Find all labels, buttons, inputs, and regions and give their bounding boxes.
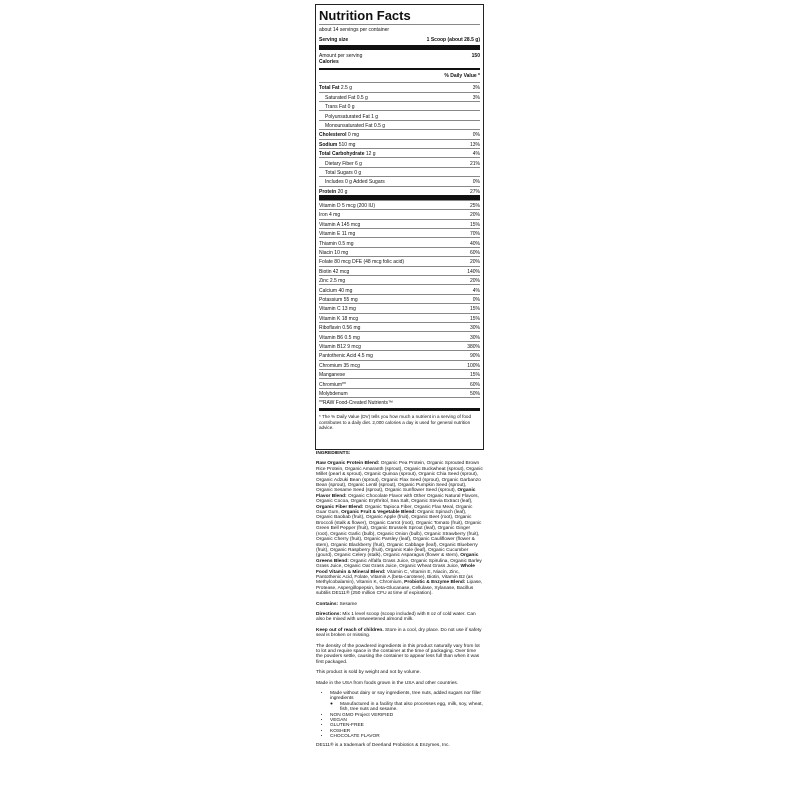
macro-row	[319, 139, 480, 148]
claim-main: • Made without dairy or soy ingredients, tree nuts, added sugars nor filler ingredients ◦ Manufactured in a facility that also processes egg, milk, soy, wheat, fish, tree nuts and sesame.	[330, 691, 483, 713]
micro-row	[319, 228, 480, 237]
ingredients-blends	[316, 461, 483, 596]
macro-daily-value: 3%	[472, 94, 480, 101]
micro-row	[319, 341, 480, 350]
ingredients-section	[316, 451, 483, 753]
micro-name: Chromium	[319, 362, 343, 369]
macro-amount: 510 mg	[338, 141, 356, 148]
micro-name: Biotin	[319, 268, 332, 275]
ingredients-heading: INGREDIENTS:	[316, 451, 351, 456]
blend-name: Probiotic & Enzyme Blend:	[404, 580, 466, 586]
micro-amount: 18 mcg	[341, 315, 359, 322]
calories-value: 150	[471, 53, 480, 60]
macro-name: Polyunsaturated Fat	[325, 113, 370, 120]
macro-daily-value: 21%	[469, 160, 480, 167]
micro-name: Folate	[319, 259, 333, 266]
macro-amount: 20 g	[337, 188, 348, 195]
macro-row	[319, 157, 480, 166]
micro-row	[319, 266, 480, 275]
blend-ingredients: Organic Spinach (leaf), Organic Baobab (fruit), Organic Apple (fruit), Organic Beet (root), Organic Broccoli (stalk & flower), Organic Carrot (root), Organic Tomato (fruit), Organic Green Bell Pepper (fruit), Organic Brussels Sprout (leaf), Organic Ginger (root), Organic Garlic (bulb), Organic Onion (bulb), Organic Strawberry (fruit), Organic Cherry (fruit), Organic Parsley (leaf), Organic Cauliflower (flower & stem), Organic Blackberry (fruit), Organic Cabbage (leaf), Organic Blueberry (fruit), Organic Raspberry (fruit), Organic Kale (leaf), Organic Cucumber (gourd), Organic Celery (stalk), Organic Asparagus (flower & stem),	[316, 510, 482, 559]
micro-amount: 80 mcg DFE (48 mcg folic acid)	[334, 259, 405, 266]
calories-label: Calories	[319, 59, 339, 66]
blend-ingredients: Organic Alfalfa Grass Juice, Organic Spirulina, Organic Barley Grass Juice, Organic Oat Grass Juice, Organic Wheat Grass Juice,	[316, 558, 482, 570]
directions: Directions: Mix 1 level scoop (scoop included) with 8 oz of cold water. Can also be mixed with unsweetened almond milk.	[316, 611, 476, 623]
micro-name: Vitamin B12	[319, 343, 346, 350]
micro-amount: 9 mcg	[347, 343, 361, 350]
micro-row	[319, 237, 480, 246]
macro-row	[319, 120, 480, 129]
micro-daily-value: 20%	[469, 278, 480, 285]
micro-amount: 0.5 mg	[338, 240, 354, 247]
claim-item: • NON GMO Project VERIFIED	[330, 713, 483, 718]
micro-daily-value: 20%	[469, 259, 480, 266]
micro-row	[319, 200, 480, 209]
micro-name: Vitamin K	[319, 315, 341, 322]
macro-name: Cholesterol	[319, 132, 347, 139]
blend-name: Organic Fiber Blend:	[316, 504, 364, 510]
micro-row	[319, 378, 480, 387]
micro-row	[319, 275, 480, 284]
micro-amount: 42 mcg	[332, 268, 350, 275]
blend-name: Organic Greens Blend:	[316, 553, 479, 564]
micro-name: Zinc	[319, 278, 329, 285]
macro-row	[319, 92, 480, 101]
daily-value-footnote: * The % Daily Value (DV) tells you how much a nutrient in a serving of food contributes to a daily diet. 2,000 calories a day is used for general nutrition advice.	[319, 408, 480, 430]
macro-amount: 0 g	[354, 169, 362, 176]
blend-ingredients: Organic Chocolate Flavor with Other Organic Natural Flavors, Organic Cocoa, Organic Erythritol, Sea Salt, Organic Stevia Extract (leaf),	[316, 493, 479, 505]
micro-name: Vitamin E	[319, 231, 341, 238]
micro-row	[319, 247, 480, 256]
micro-amount: 145 mcg	[341, 221, 361, 228]
micro-row	[319, 256, 480, 265]
micro-daily-value: 40%	[469, 240, 480, 247]
micro-row	[319, 294, 480, 303]
claim-item: • GLUTEN-FREE	[330, 723, 483, 728]
micro-daily-value: 70%	[469, 231, 480, 238]
micro-daily-value: 380%	[467, 343, 480, 350]
daily-value-header: % Daily Value *	[444, 73, 480, 80]
made-in-usa: Made in the USA from foods grown in the USA and other countries.	[316, 680, 459, 686]
nutrition-facts-title: Nutrition Facts	[319, 8, 411, 23]
trademark-note: DE111® is a trademark of Deerland Probiotics & Enzymes, Inc.	[316, 742, 450, 748]
micro-name: Niacin	[319, 250, 333, 257]
macro-name: Total Fat	[319, 85, 340, 92]
micro-amount: 4 mg	[329, 212, 341, 219]
micro-amount: 0.56 mg	[342, 325, 361, 332]
macro-amount: 0 g	[347, 104, 355, 111]
micro-name: Vitamin D	[319, 203, 341, 210]
macro-row	[319, 186, 480, 195]
micro-daily-value: 15%	[469, 221, 480, 228]
macro-amount: 0.5 g	[373, 122, 386, 129]
macro-name: Total Carbohydrate	[319, 151, 365, 158]
micro-name: Manganese	[319, 372, 346, 379]
micro-name: Vitamin B6	[319, 334, 344, 341]
macro-daily-value: 13%	[469, 141, 480, 148]
micro-name: Iron	[319, 212, 328, 219]
macro-rows	[319, 82, 480, 195]
claim-item: • KOSHER	[330, 729, 483, 734]
macro-name: Monounsaturated Fat	[325, 122, 373, 129]
macro-name: Dietary Fiber	[325, 160, 354, 167]
micro-daily-value: 15%	[469, 372, 480, 379]
micro-row	[319, 350, 480, 359]
micro-amount: 4.5 mg	[357, 353, 373, 360]
density-note: The density of the powdered ingredients in this product naturally vary from lot to lot and require space in the container at the time of packaging. Over time the powders settle, causing the container to appear less full than when it was first packaged.	[316, 643, 480, 665]
micro-name: Thiamin	[319, 240, 337, 247]
macro-amount: 0.5 g	[356, 94, 368, 101]
claims-list	[316, 691, 483, 740]
storage-warning: Keep out of reach of children. Store in a cool, dry place. Do not use if safety seal is broken or missing.	[316, 627, 482, 639]
macro-amount: 1 g	[371, 113, 379, 120]
micro-name: Chromium**	[319, 381, 346, 388]
serving-size-label: Serving size	[319, 37, 349, 44]
micro-daily-value: 30%	[469, 325, 480, 332]
micro-daily-value: 0%	[472, 296, 480, 303]
micro-row	[319, 209, 480, 218]
macro-name: Total Sugars	[325, 169, 353, 176]
claim-sub: ◦ Manufactured in a facility that also processes egg, milk, soy, wheat, fish, tree nuts and sesame.	[340, 702, 483, 713]
calories-row	[319, 50, 480, 65]
nutrition-facts-panel	[315, 4, 484, 450]
claim-item: • CHOCOLATE FLAVOR	[330, 734, 483, 739]
macro-daily-value: 27%	[469, 188, 480, 195]
micro-amount: 55 mg	[343, 296, 358, 303]
macro-row	[319, 167, 480, 176]
serving-size-row	[319, 33, 480, 45]
micro-daily-value: 60%	[469, 250, 480, 257]
micro-daily-value: 140%	[467, 268, 480, 275]
raw-food-note: **RAW Food-Created Nutrients™	[319, 397, 480, 408]
micro-daily-value: 25%	[469, 203, 480, 210]
macro-daily-value: 3%	[472, 85, 480, 92]
blend-name: Whole Food Vitamin & Mineral Blend:	[316, 564, 475, 575]
macro-row	[319, 148, 480, 157]
micro-amount: 40 mg	[338, 287, 353, 294]
micro-amount: 2.5 mg	[329, 278, 346, 285]
macro-name: Includes	[325, 179, 344, 186]
micro-daily-value: 15%	[469, 315, 480, 322]
micro-daily-value: 50%	[469, 390, 480, 397]
micro-name: Vitamin A	[319, 221, 340, 228]
micro-row	[319, 369, 480, 378]
macro-row	[319, 176, 480, 185]
micro-amount: 13 mg	[341, 306, 356, 313]
macro-row	[319, 129, 480, 138]
claim-item: • VEGAN	[330, 718, 483, 723]
macro-daily-value: 4%	[472, 151, 480, 158]
sold-by-weight: This product is sold by weight and not by volume.	[316, 670, 421, 676]
macro-name: Protein	[319, 188, 337, 195]
micro-name: Calcium	[319, 287, 338, 294]
micro-amount: 10 mg	[334, 250, 349, 257]
micro-daily-value: 100%	[467, 362, 480, 369]
macro-amount: 0 mg	[347, 132, 360, 139]
servings-per-container: about 14 servings per container	[319, 24, 480, 33]
macro-row	[319, 101, 480, 110]
blend-name: Raw Organic Protein Blend:	[316, 461, 380, 467]
micro-daily-value: 4%	[472, 287, 480, 294]
blend-ingredients: Vitamin C, Vitamin E, Niacin, Zinc, Pantothenic Acid, Folate, Vitamin A (beta-carotene), Biotin, Vitamin B2 (as Methylcobalamin), Vitamin K, Chromium,	[316, 569, 473, 586]
contains-line: Contains: Sesame	[316, 601, 358, 607]
micro-daily-value: 15%	[469, 306, 480, 313]
micro-row	[319, 284, 480, 293]
blend-name: Organic Fruit & Vegetable Blend:	[341, 510, 416, 516]
micro-row	[319, 303, 480, 312]
macro-row	[319, 110, 480, 119]
amount-per-serving: Amount per serving	[319, 53, 363, 60]
micro-amount: 5 mcg (200 IU)	[341, 203, 376, 210]
micro-name: Vitamin C	[319, 306, 341, 313]
micro-rows	[319, 200, 480, 397]
macro-amount: 0 g Added Sugars	[345, 179, 385, 186]
micro-amount: 11 mg	[341, 231, 356, 238]
micro-row	[319, 331, 480, 340]
macro-name: Sodium	[319, 141, 338, 148]
macro-daily-value: 0%	[472, 132, 480, 139]
macro-amount: 6 g	[355, 160, 362, 167]
macro-name: Trans Fat	[325, 104, 347, 111]
macro-amount: 2.5 g	[340, 85, 352, 92]
blend-name: Organic Flavor Blend:	[316, 488, 476, 499]
micro-name: Potassium	[319, 296, 343, 303]
micro-name: Riboflavin	[319, 325, 341, 332]
blend-ingredients: Organic Pea Protein, Organic Sprouted Brown Rice Protein, Organic Amaranth (sprout), Organic Buckwheat (sprout), Organic Millet (pearl & sprout), Organic Quinoa (sprout), Organic Chia Seed (sprout), Organic Adzuki Bean (sprout), Organic Flax Seed (sprout), Organic Garbanzo Bean (sprout), Organic Lentil (sprout), Organic Pumpkin Seed (sprout), Organic Sesame Seed (sprout), Organic Sunflower Seed (sprout),	[316, 461, 483, 494]
macro-row	[319, 82, 480, 91]
micro-row	[319, 322, 480, 331]
micro-daily-value: 20%	[469, 212, 480, 219]
blend-ingredients: Organic Tapioca Fiber, Organic Flax Meal, Organic Guar Gum,	[316, 504, 473, 516]
micro-daily-value: 60%	[469, 381, 480, 388]
micro-row	[319, 388, 480, 397]
blend-ingredients: Lipase, Protease, Aspergillopepsin, beta-Glucanase, Cellulase, Xylanase, Bacillus subtilis DE111® (250 million CFU at time of expiration).	[316, 580, 483, 597]
micro-row	[319, 313, 480, 322]
macro-name: Saturated Fat	[325, 94, 356, 101]
micro-daily-value: 90%	[469, 353, 480, 360]
micro-amount: 35 mcg	[343, 362, 360, 369]
micro-daily-value: 30%	[469, 334, 480, 341]
macro-amount: 12 g	[365, 151, 376, 158]
micro-row	[319, 360, 480, 369]
micro-row	[319, 219, 480, 228]
serving-size-value: 1 Scoop (about 28.5 g)	[426, 37, 480, 44]
micro-name: Molybdenum	[319, 390, 348, 397]
micro-name: Pantothenic Acid	[319, 353, 357, 360]
macro-daily-value: 0%	[472, 179, 480, 186]
micro-amount: 0.5 mg	[344, 334, 360, 341]
